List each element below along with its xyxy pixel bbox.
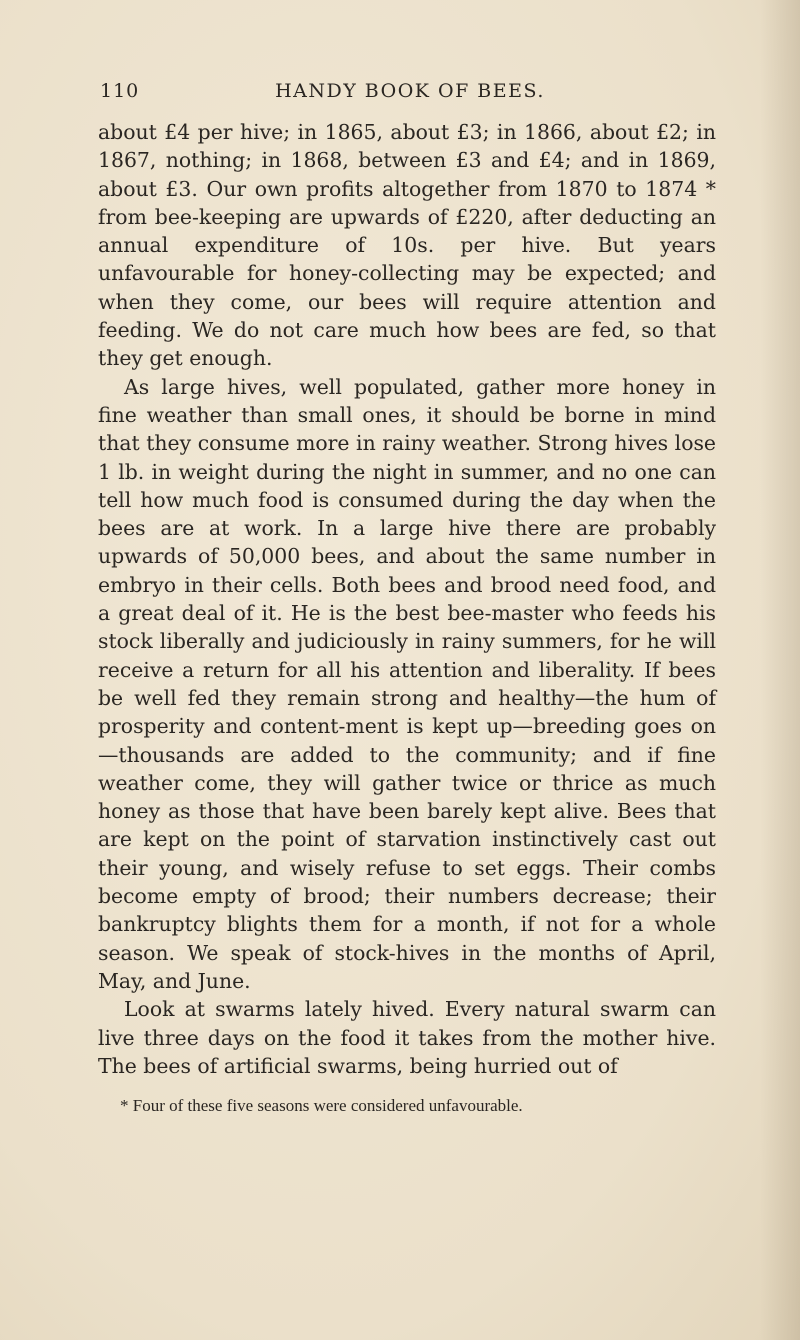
- page-number: 110: [100, 80, 140, 102]
- body-text: [98, 118, 716, 1080]
- paragraph-swarms: Look at swarms lately hived. Every natural swarm can live three days on the food it takes from the mother hive. The bees of artificial swarms, being hurried out of: [98, 997, 716, 1078]
- paragraph-large-hives: As large hives, well populated, gather more honey in fine weather than small ones, it should be borne in mind that they consume more in rainy weather. Strong hives lose 1 lb. in weight during the night in summer, and no one can tell how much food is consumed during the day when the bees are at work. In a large hive there are probably upwards of 50,000 bees, and about the same number in embryo in their cells. Both bees and brood need food, and a great deal of it. He is the best bee-master who feeds his stock liberally and judiciously in rainy summers, for he will receive a return for all his attention and liberality. If bees be well fed they remain strong and healthy—the hum of prosperity and content-ment is kept up—breeding goes on—thousands are added to the community; and if fine weather come, they will gather twice or thrice as much honey as those that have been barely kept alive. Bees that are kept on the point of starvation instinctively cast out their young, and wisely refuse to set eggs. Their combs become empty of brood; their numbers decrease; their bankruptcy blights them for a month, if not for a whole season. We speak of stock-hives in the months of April, May, and June.: [98, 374, 716, 993]
- page-header: [100, 80, 720, 110]
- running-title: HANDY BOOK OF BEES.: [275, 80, 545, 102]
- page-edge-shadow: [760, 0, 800, 1340]
- footnote: * Four of these five seasons were considered unfavourable.: [120, 1096, 523, 1115]
- paragraph-profits: about £4 per hive; in 1865, about £3; in 1866, about £2; in 1867, nothing; in 1868, between £3 and £4; and in 1869, about £3. Our own profits altogether from 1870 to 1874 * from bee-keeping are upwards of £220, after deducting an annual expenditure of 10s. per hive. But years unfavourable for honey-collecting may be expected; and when they come, our bees will require attention and feeding. We do not care much how bees are fed, so that they get enough.: [98, 120, 716, 371]
